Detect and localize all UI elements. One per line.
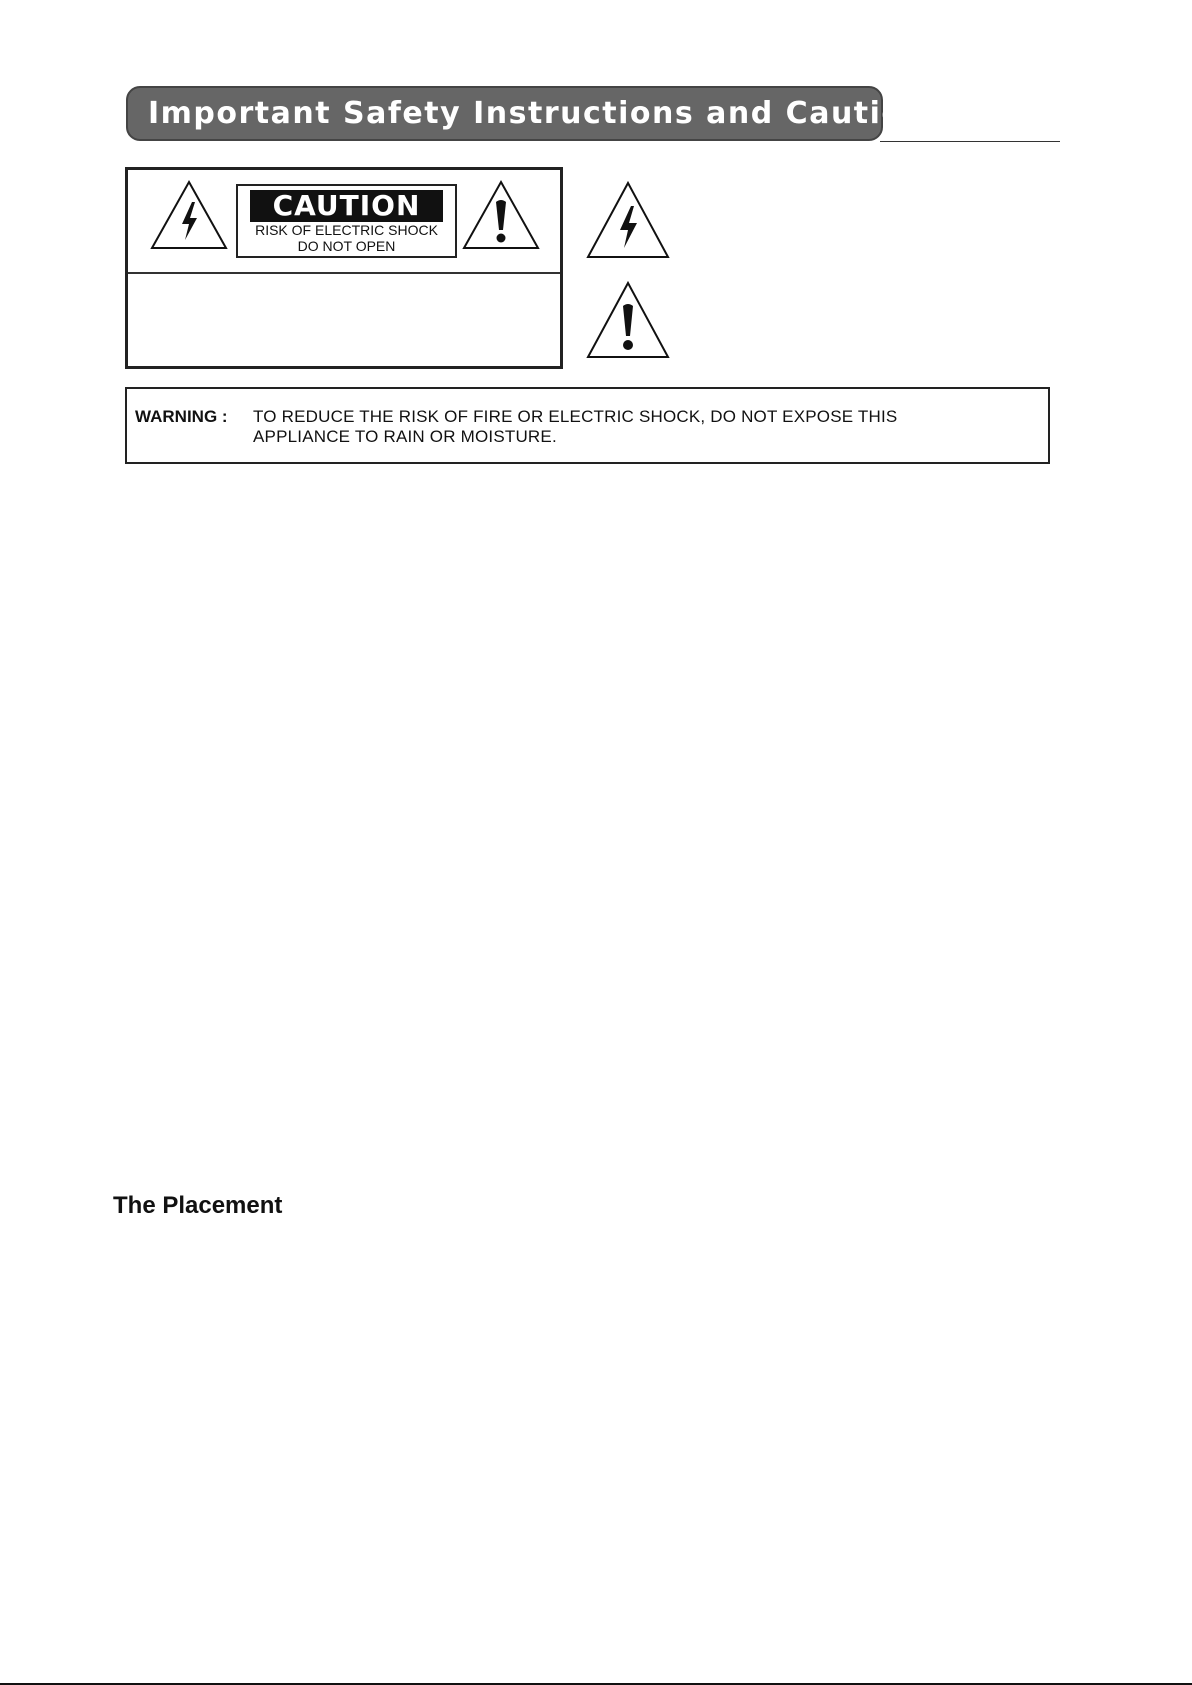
caution-sign bbox=[236, 184, 457, 258]
legend-exclamation-triangle-icon bbox=[585, 280, 671, 360]
warning-text bbox=[253, 407, 897, 447]
legend-lightning-triangle-icon bbox=[585, 180, 671, 260]
caution-risk-text: RISK OF ELECTRIC SHOCK bbox=[255, 222, 438, 238]
exclamation-triangle-icon bbox=[461, 178, 541, 252]
caution-label-divider bbox=[128, 272, 560, 274]
page-title: Important Safety Instructions and Caution bbox=[148, 96, 927, 131]
warning-text-line-1: TO REDUCE THE RISK OF FIRE OR ELECTRIC SHOCK, DO NOT EXPOSE THIS bbox=[253, 407, 898, 426]
page-header-banner bbox=[126, 86, 927, 141]
warning-label: WARNING : bbox=[135, 407, 228, 426]
header-rule bbox=[880, 141, 1060, 142]
warning-box bbox=[125, 387, 1050, 464]
lightning-triangle-icon bbox=[149, 178, 229, 252]
caution-do-not-open-text: DO NOT OPEN bbox=[297, 238, 396, 254]
warning-text-line-2: APPLIANCE TO RAIN OR MOISTURE. bbox=[253, 427, 557, 446]
placement-heading: The Placement bbox=[113, 1192, 283, 1219]
caution-word: CAUTION bbox=[250, 190, 443, 222]
caution-label-panel bbox=[125, 167, 563, 369]
